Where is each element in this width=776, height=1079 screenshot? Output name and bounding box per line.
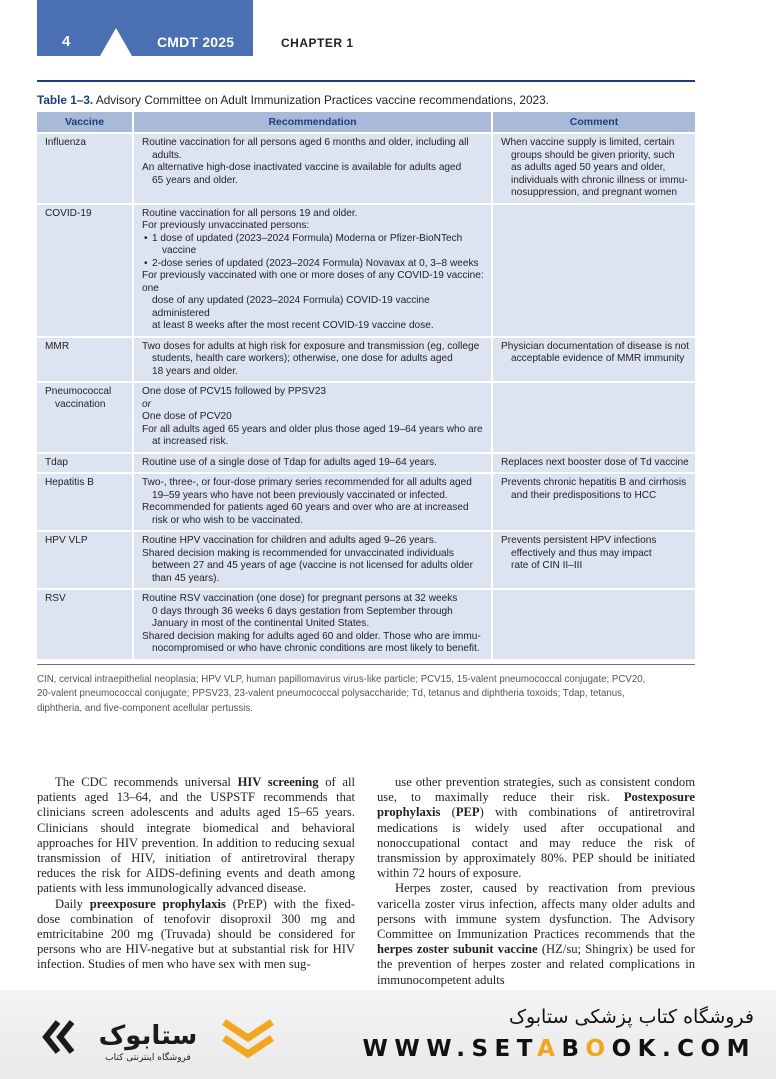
comment-text: groups should be given priority, such [511,149,675,161]
table-footnote [37,673,695,717]
text-run: (HZ/su; Shingrix) be used for the prevention of herpes zoster and related complications in immunocompetent adults [377,942,695,987]
recommendation-text: Recommended for patients aged 60 years and over who are at increased [142,502,469,513]
recommendation-text: nocompromised or who have chronic conditions are most likely to benefit. [152,643,480,654]
cell-recommendation [133,531,492,589]
recommendation-text: For previously unvaccinated persons: [142,220,310,231]
recommendation-line [142,424,485,437]
table-label: Table 1–3. [37,93,94,107]
cell-comment [492,473,695,531]
bold-term: HIV screening [237,775,319,789]
recommendation-line [142,560,485,573]
recommendation-text: Routine RSV vaccination (one dose) for pregnant persons at 32 weeks [142,593,458,604]
table-row [37,473,695,531]
cell-vaccine [37,204,133,337]
table-caption [37,92,695,112]
table-body [37,133,695,660]
recommendation-line [142,175,485,188]
recommendation-line [142,208,485,221]
recommendation-line [142,233,485,246]
comment-text: and their predispositions to HCC [511,489,657,501]
vaccine-name-line: Hepatitis B [45,477,94,488]
cell-vaccine [37,589,133,660]
text-run: of all patients aged 13–64, and the USPSTF recommends that clinicians screen adolescents and adults aged 15–65 years. Clinicians should integrate biomedical and behavioral approaches for HIV prevention. In addition to reducing sexual transmission of HIV, initiation of antiretroviral therapy reduces the risk for AIDS-defining events and death among patients with less immunologically advanced disease. [37,775,355,896]
cell-comment [492,337,695,383]
recommendation-line [142,477,485,490]
comment-text: Physician documentation of disease is not [501,340,689,352]
recommendation-text: 2-dose series of updated (2023–2024 Formula) Novavax at 0, 3–8 weeks [152,257,479,269]
comment-text: individuals with chronic illness or immu- [511,174,688,186]
recommendation-line [142,341,485,354]
recommendation-line [142,631,485,644]
recommendation-line [142,295,485,320]
header-notch [100,28,132,56]
column-header-comment: Comment [492,112,695,133]
recommendation-line [142,436,485,449]
table-row [37,531,695,589]
cell-recommendation [133,337,492,383]
recommendation-text: Routine use of a single dose of Tdap for adults aged 19–64 years. [142,456,437,468]
cell-recommendation [133,453,492,474]
table-row [37,453,695,474]
table-bottom-rule [37,664,695,665]
recommendation-line [142,457,485,470]
comment-text: rate of CIN II–III [511,560,583,571]
table-row [37,337,695,383]
bullet-icon: • [144,257,148,269]
recommendation-text: adults. [152,149,182,161]
url-part-accent: O [585,1036,612,1062]
recommendation-text: 0 days through 36 weeks 6 days gestation from September through [152,605,453,617]
comment-line [501,137,689,150]
book-title: CMDT 2025 [157,34,235,50]
text-run: use other prevention strategies, such as consistent condom use, to maximally reduce their risk. [377,775,695,805]
text-run: The CDC recommends universal [55,775,238,789]
url-part: OK.COM [611,1036,756,1062]
recommendation-text: Routine HPV vaccination for children and adults aged 9–26 years. [142,535,437,546]
table-top-rule [37,80,695,82]
bold-term: preexposure prophylaxis [89,896,226,911]
comment-line [501,548,689,561]
recommendation-text: 65 years and older. [152,174,238,186]
vaccine-name-line: Pneumococcal [45,386,112,397]
recommendation-text: or [142,398,151,410]
body-text [37,775,695,995]
chevron-logo-icon [218,1012,278,1064]
recommendation-line [142,258,485,271]
recommendation-text: An alternative high-dose inactivated vaccine is available for adults aged [142,162,462,173]
vaccine-name-line: vaccination [55,398,106,410]
recommendation-text: Shared decision making for adults aged 60 and older. Those who are immu- [142,630,481,642]
body-column-right [377,775,695,988]
recommendation-text: One dose of PCV15 followed by PPSV23 [142,386,327,397]
vaccine-name-line: MMR [45,340,70,352]
recommendation-text: One dose of PCV20 [142,411,232,422]
body-column-left [37,775,355,973]
comment-text: acceptable evidence of MMR immunity [511,353,685,364]
recommendation-line [142,270,485,295]
vaccine-name-line: RSV [45,593,66,604]
recommendation-line [142,366,485,379]
cell-comment [492,133,695,204]
vaccine-name-line: HPV VLP [45,535,88,546]
comment-line [501,353,689,366]
body-paragraph [37,897,355,973]
vaccine-name-line: Tdap [45,456,69,468]
text-run: ) with combinations of antiretroviral medications is widely used after occupational and nonoccupational contact and may reduce the risk of transmission by approximately 80%. PEP should be initiated within 72 hours of exposure. [377,805,695,881]
store-title: فروشگاه کتاب پزشکی ستابوک [508,1006,754,1028]
recommendation-text: dose of any updated (2023–2024 Formula) COVID-19 vaccine administered [152,295,430,319]
comment-text: as adults aged 50 years and older, [511,162,666,173]
recommendation-line [142,618,485,631]
comment-line [501,150,689,163]
comment-line [501,457,689,470]
cell-comment [492,589,695,660]
comment-line [501,477,689,490]
bold-term: PEP [455,805,480,820]
url-part-accent: A [537,1036,562,1062]
recommendation-text: For all adults aged 65 years and older plus those aged 19–64 years who are [142,423,483,435]
recommendation-text: 18 years and older. [152,365,238,377]
recommendation-text: January in most of the continental United States. [152,618,370,629]
recommendation-line [142,593,485,606]
recommendation-text: students, health care workers); otherwise, one dose for adults aged [152,353,453,364]
recommendation-text: between 27 and 45 years of age (vaccine is not licensed for adults older [152,560,473,571]
cell-comment [492,204,695,337]
comment-text: When vaccine supply is limited, certain [501,137,675,148]
recommendation-line [142,535,485,548]
recommendation-text: at least 8 weeks after the most recent COVID-19 vaccine dose. [152,320,434,331]
cell-vaccine [37,133,133,204]
cell-vaccine [37,473,133,531]
recommendation-text: Two-, three-, or four-dose primary series recommended for all adults aged [142,477,472,488]
text-run: Herpes zoster, caused by reactivation from previous varicella zoster virus infection, affects many older adults and persons with immune system dysfunction. The Advisory Committee on Immunization Practices recommends that the [377,881,695,942]
footnote-line: CIN, cervical intraepithelial neoplasia; HPV VLP, human papillomavirus virus-like particle; PCV15, 15-valent pneumococcal conjugate; PCV20, [37,673,646,685]
comment-text: Replaces next booster dose of Td vaccine [501,456,689,468]
cell-comment [492,382,695,453]
cell-vaccine [37,453,133,474]
comment-line [501,560,689,573]
recommendation-line [142,353,485,366]
recommendation-line [142,502,485,515]
recommendation-line [142,411,485,424]
recommendation-line [142,490,485,503]
recommendation-line [142,320,485,333]
recommendation-text: Two doses for adults at high risk for exposure and transmission (eg, college [142,340,480,352]
table-row [37,133,695,204]
recommendation-line [142,150,485,163]
table-header-row [37,112,695,133]
body-paragraph [37,775,355,897]
recommendation-text: risk or who wish to be vaccinated. [152,514,303,526]
table-row [37,382,695,453]
recommendation-text: Routine vaccination for all persons 19 and older. [142,207,358,219]
column-header-recommendation: Recommendation [133,112,492,133]
recommendation-line [142,386,485,399]
cell-recommendation [133,473,492,531]
recommendation-line [142,220,485,233]
column-header-vaccine: Vaccine [37,112,133,133]
cell-recommendation [133,589,492,660]
cell-recommendation [133,204,492,337]
recommendation-text: 1 dose of updated (2023–2024 Formula) Moderna or Pfizer-BioNTech [152,232,463,244]
page-header [0,0,776,56]
recommendation-line [142,137,485,150]
recommendation-line [142,548,485,561]
recommendation-text: For previously vaccinated with one or more doses of any COVID-19 vaccine: one [142,270,484,294]
text-run: (PrEP) with the fixed-dose combination of tenofovir disoproxil 300 mg and emtricitabine 200 mg (Truvada) should be considered for persons who are HIV-negative but at substantial risk for HIV infection. Studies of men who have sex with men sug- [37,896,355,972]
comment-line [501,175,689,188]
comment-line [501,162,689,175]
cell-recommendation [133,133,492,204]
table-row [37,589,695,660]
vaccine-name-line: COVID-19 [45,207,92,219]
publisher-banner [0,990,776,1079]
comment-line [501,341,689,354]
cell-vaccine [37,382,133,453]
comment-text: Prevents persistent HPV infections [501,535,657,546]
recommendation-text: than 45 years). [152,572,220,584]
bold-term: herpes zoster subunit vaccine [377,942,538,957]
vaccine-table [37,112,695,661]
cell-comment [492,531,695,589]
vaccine-table-block [37,80,695,716]
recommendation-text: Shared decision making is recommended for unvaccinated individuals [142,547,454,559]
logo-wordmark: ستابوک [98,1021,198,1051]
bullet-icon: • [144,232,148,244]
url-part: B [561,1036,586,1062]
body-paragraph [377,881,695,987]
cell-vaccine [37,337,133,383]
recommendation-line [142,399,485,412]
vaccine-name-line: Influenza [45,137,86,148]
text-run: Daily [55,896,90,911]
cell-vaccine [37,531,133,589]
page-number: 4 [62,33,71,50]
recommendation-text: vaccine [162,245,197,256]
recommendation-line [142,162,485,175]
bold-term: Postexposure prophylaxis [377,790,695,820]
logo-subtitle: فروشگاه اینترنتی کتاب [105,1053,191,1063]
comment-line [501,187,689,200]
comment-text: effectively and thus may impact [511,547,652,559]
comment-line [501,535,689,548]
recommendation-line [142,245,485,258]
recommendation-line [142,515,485,528]
comment-text: Prevents chronic hepatitis B and cirrhosis [501,477,687,488]
comment-text: nosuppression, and pregnant women [511,187,678,198]
body-paragraph [377,775,695,881]
recommendation-text: 19–59 years who have not been previously vaccinated or infected. [152,489,448,501]
cell-recommendation [133,382,492,453]
footnote-line: 20-valent pneumococcal conjugate; PPSV23, 23-valent pneumococcal polysaccharide; Td, tetanus and diphtheria toxoids; Tdap, tetanus, [37,688,625,699]
table-row [37,204,695,337]
cell-comment [492,453,695,474]
store-url [363,1036,757,1062]
text-run: ( [440,805,456,820]
comment-line [501,490,689,503]
setabook-logo [38,1010,208,1064]
recommendation-line [142,643,485,656]
recommendation-line [142,573,485,586]
recommendation-line [142,606,485,619]
footnote-line: diphtheria, and five-component acellular pertussis. [37,702,253,714]
recommendation-text: Routine vaccination for all persons aged 6 months and older, including all [142,137,469,148]
table-caption-text: Advisory Committee on Adult Immunization Practices vaccine recommendations, 2023. [95,93,549,107]
chapter-label: CHAPTER 1 [281,36,354,50]
recommendation-text: at increased risk. [152,436,229,447]
url-part: WWW.SET [362,1036,538,1062]
